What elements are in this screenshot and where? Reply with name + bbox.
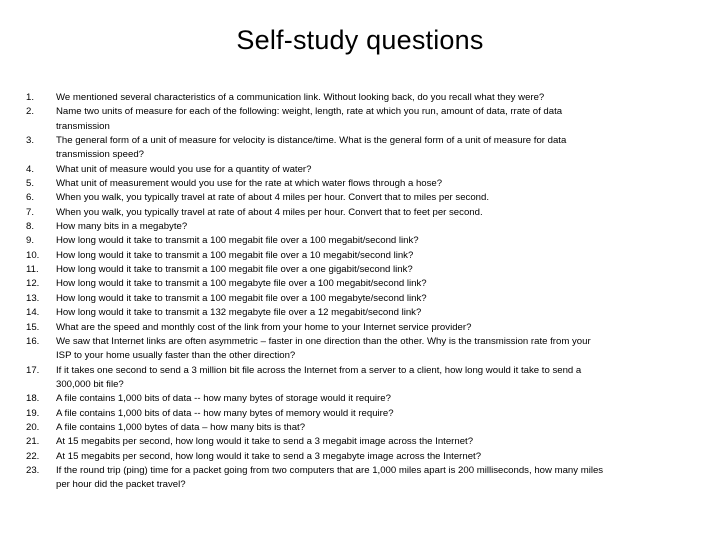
question-number: 3.: [26, 135, 35, 147]
question-number: 18.: [26, 393, 40, 405]
question-text: Name two units of measure for each of the following: weight, length, rate at which you run, amount of data, rrate of data transmission: [56, 106, 563, 132]
question-number: 2.: [26, 106, 35, 118]
question-text: We saw that Internet links are often asymmetric – faster in one direction than the other. Why is the transmission rate from your ISP to your home usually faster than the other direction?: [56, 335, 591, 362]
question-number: 9.: [26, 235, 35, 247]
question-item: [26, 191, 696, 205]
question-item: [26, 91, 696, 105]
slide-title: Self-study questions: [236, 25, 484, 55]
question-text: How long would it take to transmit a 132 megabyte file over a 12 megabit/second link?: [56, 307, 422, 319]
question-text: The general form of a unit of measure for velocity is distance/time. What is the general form of a unit of measure for data transmission speed?: [56, 135, 567, 161]
question-text: We mentioned several characteristics of a communication link. Without looking back, do you recall what they were?: [56, 92, 545, 103]
question-number: 16.: [26, 335, 40, 347]
question-item: [26, 335, 696, 364]
question-text: How long would it take to transmit a 100 megabit file over a one gigabit/second link?: [56, 264, 413, 276]
question-text: How long would it take to transmit a 100 megabit file over a 10 megabit/second link?: [56, 249, 414, 261]
question-item: [26, 435, 696, 449]
question-text: What are the speed and monthly cost of the link from your home to your Internet service provider?: [56, 321, 472, 333]
question-text: How long would it take to transmit a 100 megabit file over a 100 megabyte/second link?: [56, 292, 427, 304]
question-text: How many bits in a megabyte?: [56, 221, 188, 233]
question-number: 13.: [26, 292, 40, 304]
question-number: 22.: [26, 450, 40, 462]
question-number: 5.: [26, 178, 35, 190]
question-number: 15.: [26, 321, 40, 333]
question-number: 1.: [26, 92, 35, 103]
question-text: When you walk, you typically travel at rate of about 4 miles per hour. Convert that to feet per second.: [56, 206, 483, 218]
question-text: What unit of measure would you use for a quantity of water?: [56, 163, 312, 175]
question-number: 8.: [26, 221, 35, 233]
question-item: [26, 392, 696, 406]
question-text: A file contains 1,000 bits of data -- how many bytes of memory would it require?: [56, 407, 394, 419]
question-text: When you walk, you typically travel at rate of about 4 miles per hour. Convert that to miles per second.: [56, 192, 489, 204]
question-item: [26, 263, 696, 277]
question-number: 21.: [26, 436, 40, 448]
question-item: [26, 292, 696, 306]
question-number: 10.: [26, 249, 40, 261]
question-number: 12.: [26, 278, 40, 290]
question-number: 4.: [26, 163, 35, 175]
question-item: [26, 421, 696, 435]
question-number: 11.: [26, 264, 39, 276]
question-text: If it takes one second to send a 3 million bit file across the Internet from a server to a client, how long would it take to send a 300,000 bit file?: [56, 364, 582, 390]
question-text: At 15 megabits per second, how long would it take to send a 3 megabit image across the Internet?: [56, 436, 474, 448]
question-item: [26, 364, 696, 393]
question-number: 6.: [26, 192, 35, 204]
question-item: [26, 321, 696, 335]
question-item: [26, 407, 696, 421]
question-item: [26, 306, 696, 320]
question-number: 23.: [26, 464, 40, 476]
question-item: [26, 277, 696, 291]
question-number: 7.: [26, 206, 35, 218]
question-text: At 15 megabits per second, how long would it take to send a 3 megabyte image across the Internet?: [56, 450, 482, 462]
question-text: A file contains 1,000 bytes of data – how many bits is that?: [56, 421, 306, 433]
question-text: If the round trip (ping) time for a packet going from two computers that are 1,000 miles apart is 200 milliseconds, how many miles per hour did the packet travel?: [56, 464, 604, 491]
question-text: How long would it take to transmit a 100 megabyte file over a 100 megabit/second link?: [56, 278, 427, 290]
question-item: [26, 249, 696, 263]
question-item: [26, 464, 696, 493]
question-item: [26, 234, 696, 248]
question-item: [26, 177, 696, 191]
question-text: What unit of measurement would you use for the rate at which water flows through a hose?: [56, 178, 443, 190]
question-text: How long would it take to transmit a 100 megabit file over a 100 megabit/second link?: [56, 235, 419, 247]
question-item: [26, 163, 696, 177]
question-item: [26, 450, 696, 464]
question-item: [26, 206, 696, 220]
question-number: 19.: [26, 407, 40, 419]
question-text: A file contains 1,000 bits of data -- how many bytes of storage would it require?: [56, 393, 391, 405]
question-number: 14.: [26, 307, 40, 319]
question-number: 17.: [26, 364, 40, 376]
question-item: [26, 134, 696, 163]
question-list: [26, 91, 696, 493]
question-item: [26, 220, 696, 234]
question-number: 20.: [26, 421, 40, 433]
question-item: [26, 105, 696, 134]
